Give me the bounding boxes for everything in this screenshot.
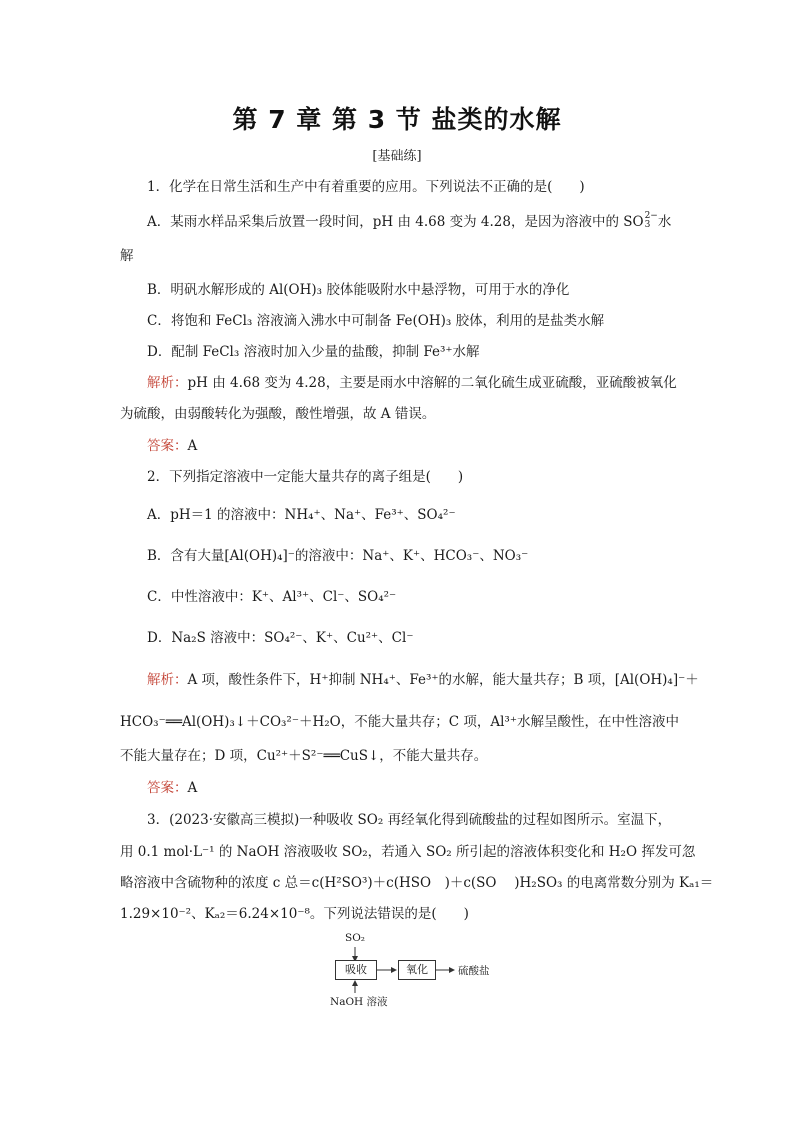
q2-analysis-cont1: HCO₃⁻══Al(OH)₃↓＋CO₃²⁻＋H₂O，不能大量共存；C 项，Al³⁺水解呈酸性，在中性溶液中 [120, 714, 679, 730]
q1-option-b: B．明矾水解形成的 Al(OH)₃ 胶体能吸附水中悬浮物，可用于水的净化 [147, 282, 570, 298]
page-title: 第 7 章 第 3 节 盐类的水解 [232, 105, 562, 134]
q1-option-c: C．将饱和 FeCl₃ 溶液滴入沸水中可制备 Fe(OH)₃ 胶体，利用的是盐类水解 [147, 313, 605, 329]
q2-option-c: C．中性溶液中：K⁺、Al³⁺、Cl⁻、SO₄²⁻ [147, 589, 397, 605]
q1-option-d: D．配制 FeCl₃ 溶液时加入少量的盐酸，抑制 Fe³⁺水解 [147, 344, 480, 360]
q2-answer-label: 答案： [147, 780, 188, 796]
q2-option-a: A．pH＝1 的溶液中：NH₄⁺、Na⁺、Fe³⁺、SO₄²⁻ [147, 507, 456, 523]
q2-answer-value: A [187, 780, 198, 796]
q1-answer-value: A [187, 438, 198, 454]
q2-stem: 2．下列指定溶液中一定能大量共存的离子组是( ) [147, 469, 464, 485]
q2-option-b: B．含有大量[Al(OH)₄]⁻的溶液中：Na⁺、K⁺、HCO₃⁻、NO₃⁻ [147, 548, 529, 564]
q1-answer [147, 436, 680, 456]
q2-analysis-cont2: 不能大量存在；D 项，Cu²⁺＋S²⁻══CuS↓，不能大量共存。 [120, 748, 488, 764]
q3-line-1: 3．(2023·安徽高三模拟)一种吸收 SO₂ 再经氧化得到硫酸盐的过程如图所示。室温下， [147, 812, 672, 828]
page-subtitle: [基础练] [372, 149, 422, 164]
sulfate-output-label: 硫酸盐 [458, 965, 490, 977]
q3-line-3: 略溶液中含硫物种的浓度 c 总＝c(H²SO³)＋c(HSO )＋c(SO )H₂SO₃ 的电离常数分别为 Kₐ₁＝ [120, 875, 714, 891]
q1-answer-label: 答案： [147, 438, 188, 454]
q2-answer [147, 778, 680, 798]
naoh-input-label: NaOH 溶液 [330, 996, 388, 1008]
q2-analysis-text: A 项，酸性条件下，H⁺抑制 NH₄⁺、Fe³⁺的水解，能大量共存；B 项，[Al(OH)₄]⁻＋ [187, 672, 699, 688]
q1-option-a-text: A．某雨水样品采集后放置一段时间，pH 由 4.68 变为 4.28，是因为溶液中的 SO [147, 214, 644, 230]
q1-option-a [147, 212, 680, 232]
q1-stem: 1．化学在日常生活和生产中有着重要的应用。下列说法不正确的是( ) [147, 179, 585, 195]
q3-line-2: 用 0.1 mol·L⁻¹ 的 NaOH 溶液吸收 SO₂，若通入 SO₂ 所引起的溶液体积变化和 H₂O 挥发可忽 [120, 844, 696, 860]
q1-analysis [147, 373, 680, 393]
q2-analysis-label: 解析： [147, 672, 188, 688]
q1-option-a-cont: 解 [120, 248, 134, 264]
process-diagram [320, 930, 520, 1015]
q1-option-a-tail: 水 [657, 214, 672, 230]
absorb-box: 吸收 [335, 960, 377, 980]
q2-analysis [147, 670, 699, 690]
q2-option-d: D．Na₂S 溶液中：SO₄²⁻、K⁺、Cu²⁺、Cl⁻ [147, 630, 414, 646]
q1-analysis-cont: 为硫酸，由弱酸转化为强酸，酸性增强，故 A 错误。 [120, 406, 436, 422]
oxidize-box: 氧化 [398, 960, 436, 980]
q1-analysis-label: 解析： [147, 375, 188, 391]
q3-line-4: 1.29×10⁻²、Kₐ₂＝6.24×10⁻⁸。下列说法错误的是( ) [120, 906, 469, 922]
q1-analysis-text: pH 由 4.68 变为 4.28，主要是雨水中溶解的二氧化硫生成亚硫酸，亚硫酸被氧化 [187, 375, 677, 391]
so2-input-label: SO₂ [345, 932, 366, 944]
sulfite-ion-charge: 2− 3 [644, 210, 658, 230]
